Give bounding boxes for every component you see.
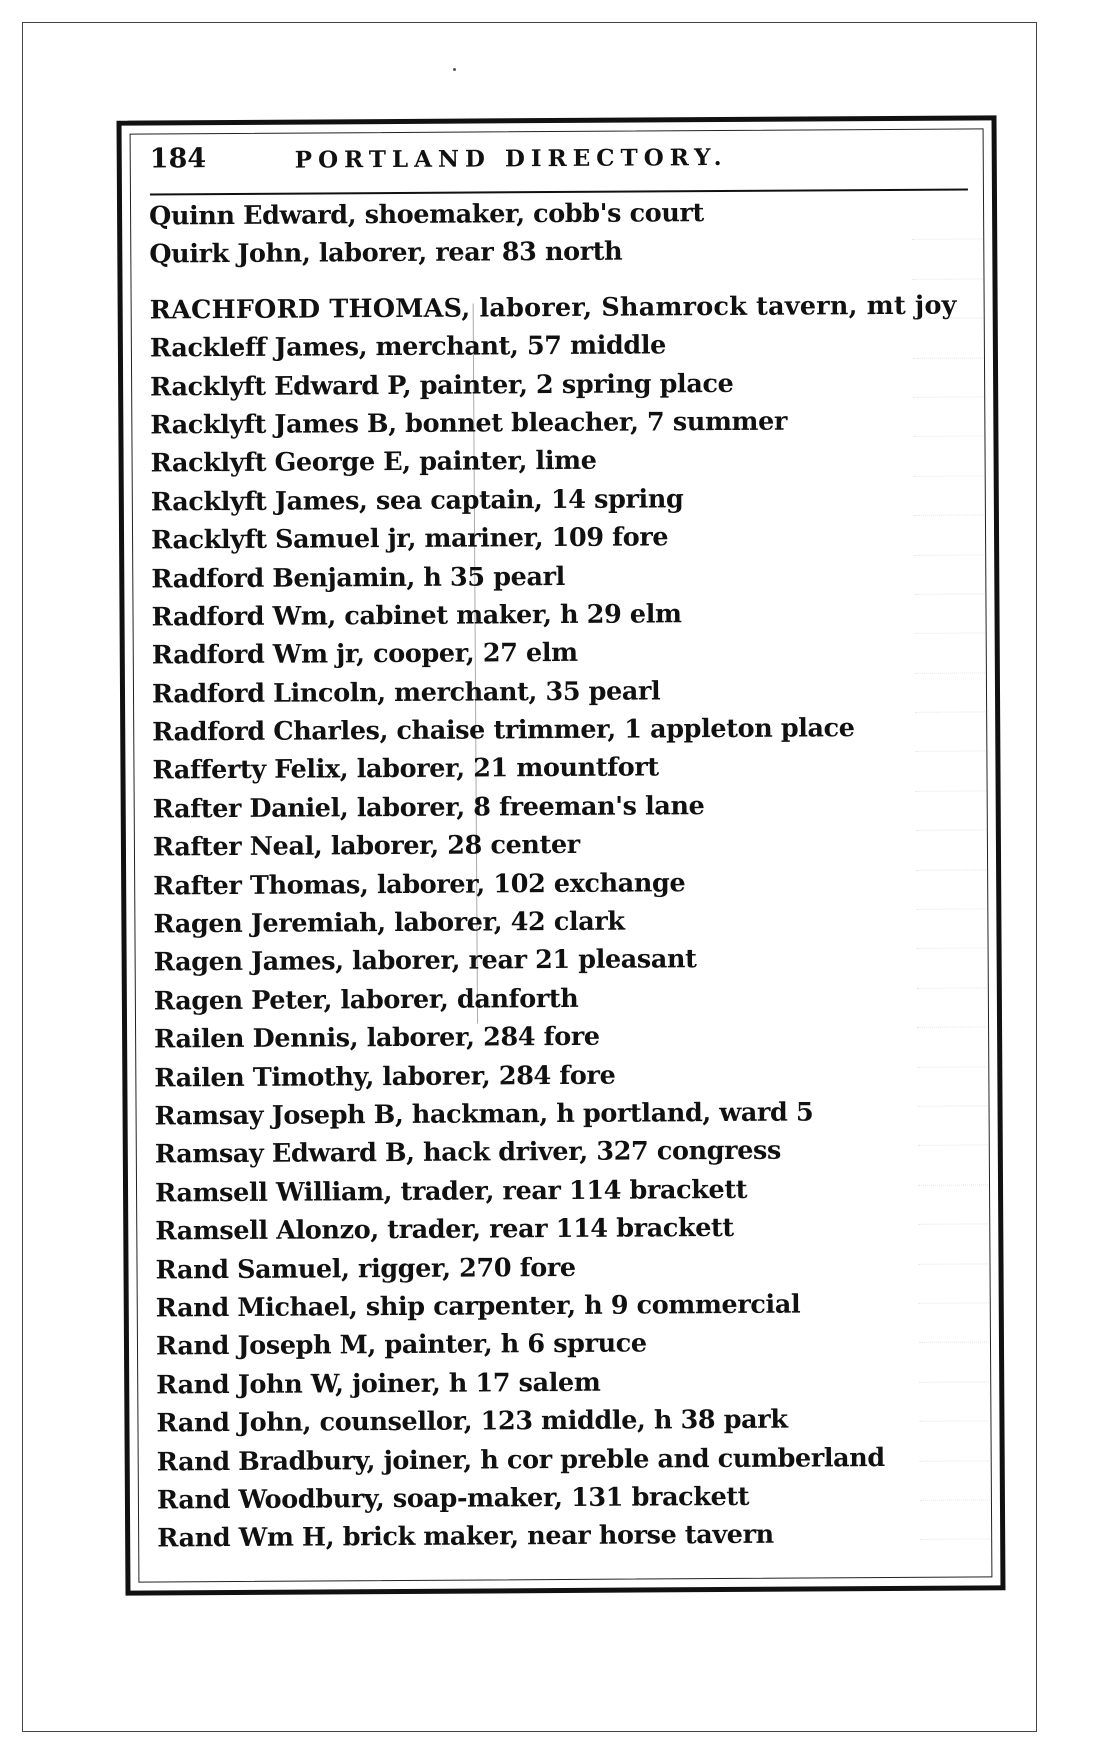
directory-entry: Rafter Neal, laborer, 28 center — [152, 830, 580, 863]
bleed-mark — [913, 437, 983, 477]
bleed-mark — [913, 358, 983, 398]
bleed-mark — [918, 1185, 988, 1225]
directory-entry: Rackleff James, merchant, 57 middle — [149, 330, 667, 364]
bleed-mark — [915, 673, 985, 713]
bleed-mark — [914, 594, 984, 634]
directory-entry: Rafferty Felix, laborer, 21 mountfort — [152, 752, 659, 786]
directory-entry: Ramsell Alonzo, trader, rear 114 brackett — [155, 1213, 734, 1247]
directory-entries — [148, 193, 957, 1558]
directory-entry: Racklyft Samuel jr, mariner, 109 fore — [150, 522, 669, 556]
bleed-mark — [920, 1500, 990, 1540]
bleed-mark — [917, 1067, 987, 1107]
directory-entry: Rand Michael, ship carpenter, h 9 commercial — [155, 1289, 801, 1324]
directory-entry: Radford Charles, chaise trimmer, 1 appleton place — [152, 713, 855, 748]
directory-entry: Radford Wm, cabinet maker, h 29 elm — [151, 599, 682, 633]
bleed-mark — [914, 476, 984, 516]
directory-entry: Ragen James, laborer, rear 21 pleasant — [153, 944, 697, 978]
directory-entry: Ramsell William, trader, rear 114 brackett — [154, 1174, 748, 1209]
bleed-mark — [919, 1303, 989, 1343]
scanned-sheet — [22, 22, 1037, 1732]
bleed-mark — [913, 397, 983, 437]
directory-entry: Ragen Peter, laborer, danforth — [153, 983, 579, 1017]
bleed-mark — [915, 634, 985, 674]
page-number: 184 — [149, 143, 207, 175]
directory-entry: Ramsay Joseph B, hackman, h portland, ward 5 — [154, 1097, 814, 1132]
directory-entry: Racklyft George E, painter, lime — [150, 446, 597, 479]
directory-entry: Radford Lincoln, merchant, 35 pearl — [151, 676, 661, 710]
bleed-mark — [915, 752, 985, 792]
directory-entry: Quirk John, laborer, rear 83 north — [149, 237, 623, 270]
directory-entry: Racklyft James, sea captain, 14 spring — [150, 483, 684, 518]
directory-entry: Radford Wm jr, cooper, 27 elm — [151, 638, 578, 671]
directory-entry: Rand John W, joiner, h 17 salem — [156, 1367, 601, 1401]
bleed-through-marks — [892, 200, 990, 1561]
running-head — [150, 139, 960, 184]
directory-entry: Rand John, counsellor, 123 middle, h 38 park — [156, 1404, 788, 1439]
directory-entry: Railen Timothy, laborer, 284 fore — [154, 1060, 616, 1094]
directory-entry: Radford Benjamin, h 35 pearl — [151, 561, 565, 595]
bleed-mark — [919, 1422, 989, 1462]
bleed-mark — [919, 1264, 989, 1304]
directory-entry: Quinn Edward, shoemaker, cobb's court — [148, 198, 704, 232]
bleed-mark — [913, 319, 983, 359]
bleed-mark — [912, 279, 982, 319]
directory-entry: Rafter Daniel, laborer, 8 freeman's lane — [152, 790, 705, 825]
directory-entry: Rand Joseph M, painter, h 6 spruce — [155, 1328, 647, 1362]
scan-speck — [453, 68, 456, 71]
bleed-mark — [917, 949, 987, 989]
bleed-mark — [912, 200, 982, 240]
bleed-mark — [912, 240, 982, 280]
page-title: PORTLAND DIRECTORY. — [294, 143, 728, 174]
directory-entry: Rand Samuel, rigger, 270 fore — [155, 1252, 576, 1286]
bleed-mark — [919, 1382, 989, 1422]
bleed-mark — [914, 516, 984, 556]
directory-entry: Ramsay Edward B, hack driver, 327 congress — [154, 1136, 781, 1170]
directory-entry: Racklyft James B, bonnet bleacher, 7 summer — [150, 406, 788, 441]
directory-entry: Rand Woodbury, soap-maker, 131 brackett — [156, 1481, 750, 1516]
bleed-mark — [916, 791, 986, 831]
directory-entry: Ragen Jeremiah, laborer, 42 clark — [153, 906, 625, 940]
bleed-mark — [916, 870, 986, 910]
bleed-mark — [918, 1225, 988, 1265]
bleed-mark — [920, 1461, 990, 1501]
directory-entry: Rand Wm H, brick maker, near horse tavern — [157, 1519, 774, 1554]
bleed-mark — [916, 831, 986, 871]
bleed-mark — [916, 909, 986, 949]
bleed-mark — [919, 1343, 989, 1383]
directory-page — [117, 115, 1006, 1595]
bleed-mark — [915, 712, 985, 752]
directory-entry: Rafter Thomas, laborer, 102 exchange — [153, 867, 686, 902]
bleed-mark — [918, 1106, 988, 1146]
bleed-mark — [917, 988, 987, 1028]
bleed-mark — [918, 1146, 988, 1186]
bleed-mark — [914, 555, 984, 595]
directory-entry: Racklyft Edward P, painter, 2 spring place — [150, 368, 734, 403]
directory-entry: RACHFORD THOMAS, laborer, Shamrock tavern, mt joy — [149, 290, 957, 326]
directory-entry: Railen Dennis, laborer, 284 fore — [154, 1021, 600, 1055]
directory-entry: Rand Bradbury, joiner, h cor preble and cumberland — [156, 1442, 885, 1477]
bleed-mark — [917, 1028, 987, 1068]
